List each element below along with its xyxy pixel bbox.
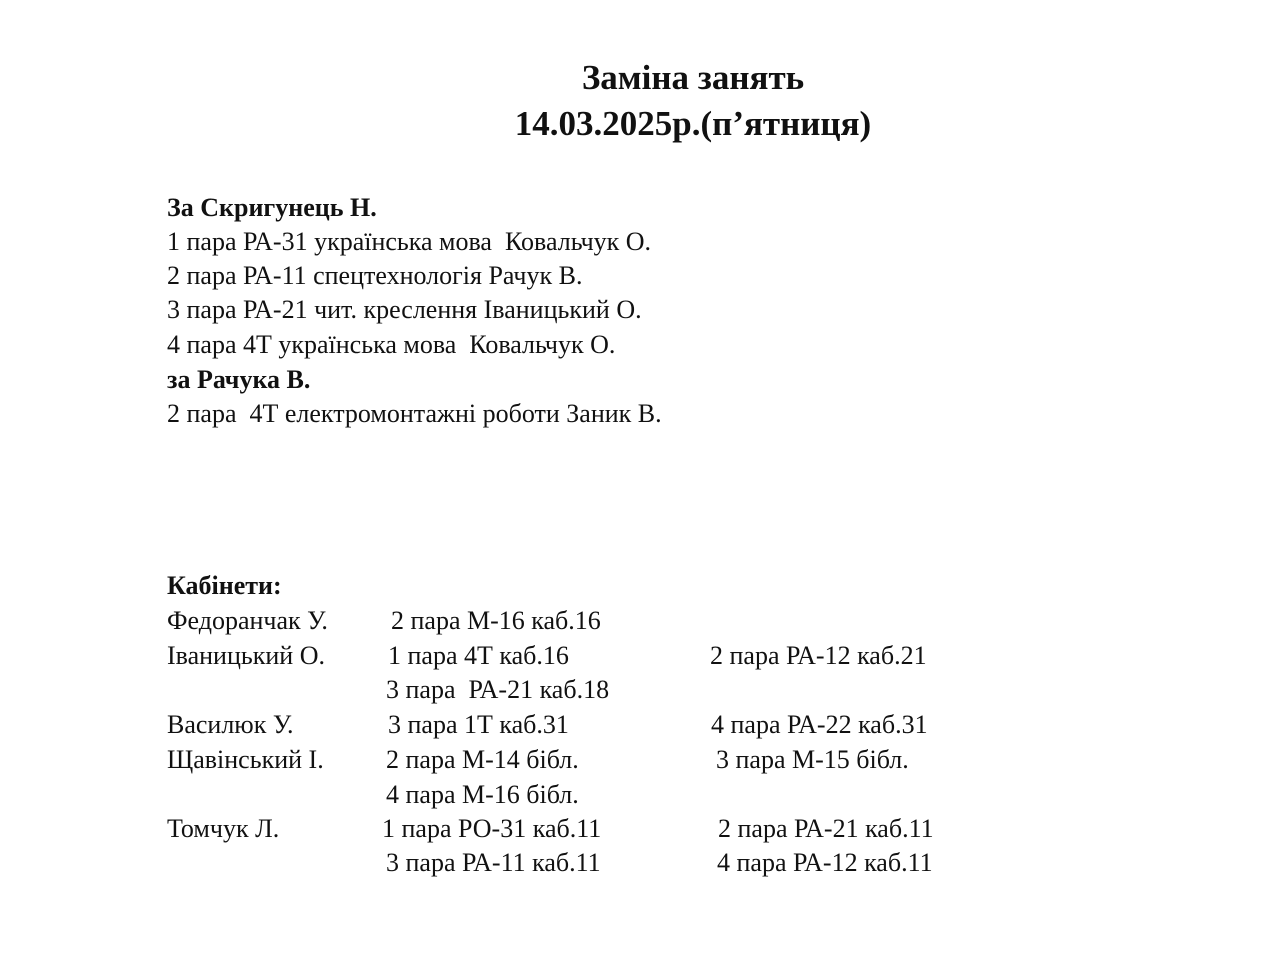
replacement-line: 2 пара 4Т електромонтажні роботи Заник В.	[167, 399, 662, 428]
cabinet-entry: 3 пара 1Т каб.31	[388, 710, 569, 739]
teacher-name: Щавінський І.	[167, 745, 324, 774]
cabinet-entry: 3 пара РА-21 каб.18	[386, 675, 610, 704]
replacement-line: 3 пара РА-21 чит. креслення Іваницький О.	[167, 295, 642, 324]
cabinet-entry: 1 пара РО-31 каб.11	[382, 814, 602, 843]
cabinet-entry: 2 пара М-16 каб.16	[391, 606, 601, 635]
teacher-name: Іваницький О.	[167, 641, 325, 670]
cabinet-entry: 2 пара РА-12 каб.21	[710, 641, 927, 670]
teacher-name: Томчук Л.	[167, 814, 280, 843]
cabinet-entry: 4 пара РА-12 каб.11	[717, 848, 933, 877]
cabinet-entry: 2 пара М-14 бібл.	[386, 745, 579, 774]
document-date: 14.03.2025р.(п’ятниця)	[514, 104, 872, 143]
cabinet-entry: 4 пара РА-22 каб.31	[711, 710, 928, 739]
replacement-heading-2: за Рачука В.	[167, 365, 311, 394]
replacement-line: 2 пара РА-11 спецтехнологія Рачук В.	[167, 261, 583, 290]
cabinet-entry: 4 пара М-16 бібл.	[386, 780, 579, 809]
cabinets-heading: Кабінети:	[167, 571, 282, 600]
cabinet-entry: 1 пара 4Т каб.16	[388, 641, 569, 670]
document-title: Заміна занять	[581, 58, 805, 97]
cabinet-entry: 3 пара М-15 бібл.	[716, 745, 909, 774]
cabinet-entry: 3 пара РА-11 каб.11	[386, 848, 601, 877]
teacher-name: Василюк У.	[167, 710, 294, 739]
replacement-line: 1 пара РА-31 українська мова Ковальчук О.	[167, 227, 652, 256]
teacher-name: Федоранчак У.	[167, 606, 328, 635]
replacement-heading-1: За Скригунець Н.	[167, 193, 377, 222]
cabinet-entry: 2 пара РА-21 каб.11	[718, 814, 934, 843]
replacement-line: 4 пара 4Т українська мова Ковальчук О.	[167, 330, 616, 359]
